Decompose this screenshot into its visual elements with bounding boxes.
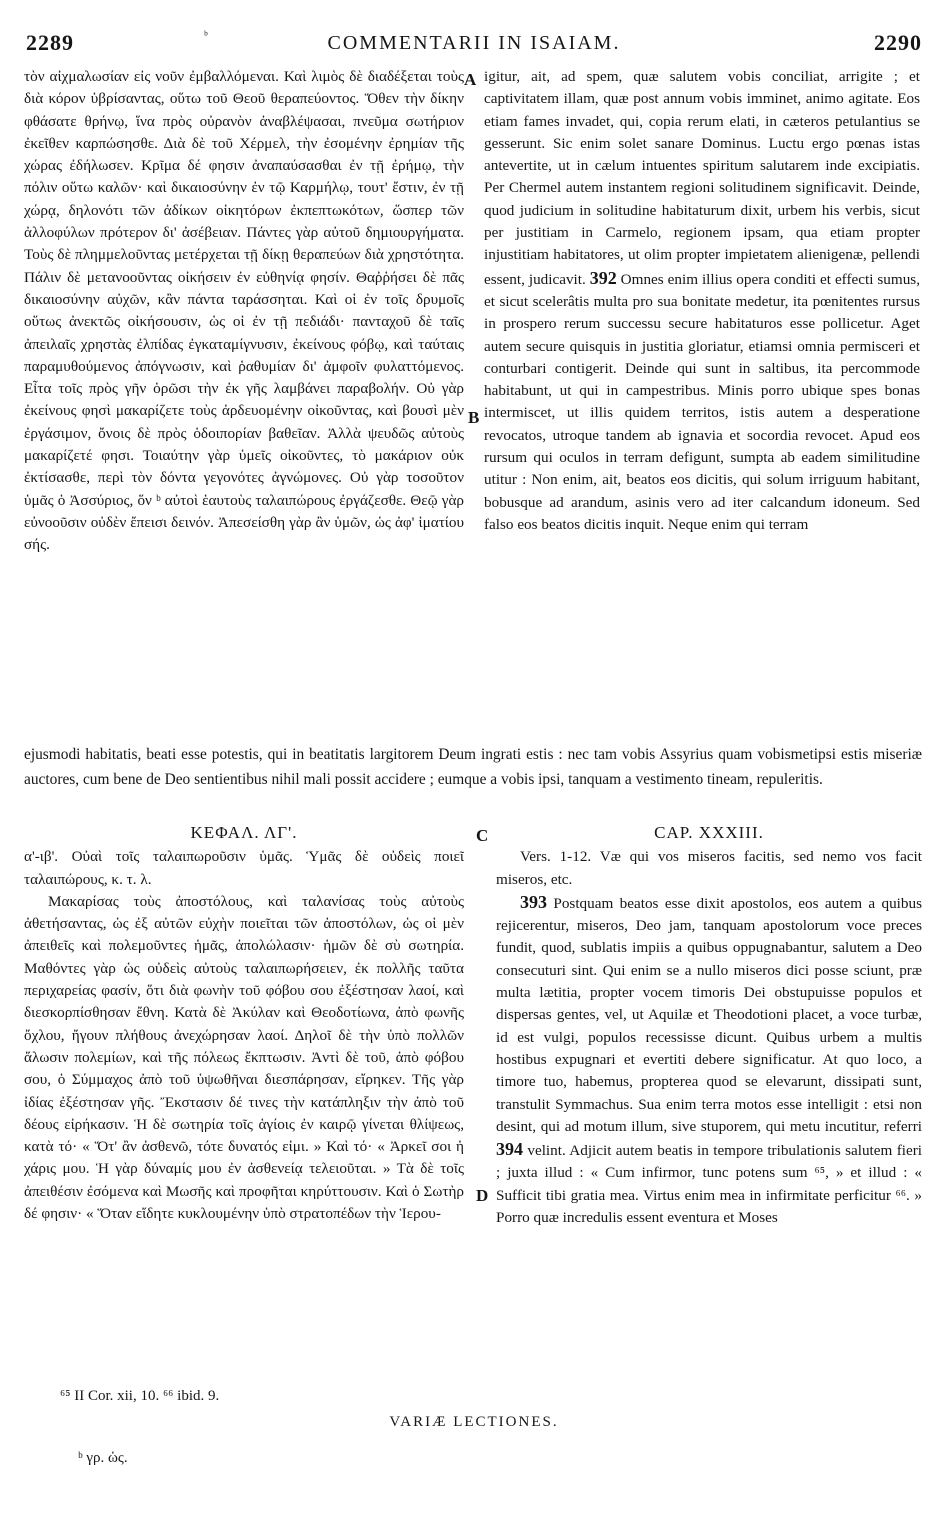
- page-number-right: 2290: [874, 30, 922, 55]
- margin-marker-a: A: [464, 70, 477, 89]
- full-width-text: [24, 742, 922, 820]
- page-number-left: 2289: [26, 30, 74, 55]
- greek-column-bottom: [24, 822, 464, 1382]
- full-width-paragraph: ejusmodi habitatis, beati esse potestis, qui in beatitatis largitorem Deum ingrati estis : nec tam vobis Assyrius quam vobismetipsi estis miseriæ auctores, cum bene de Deo sentientibus nihil mali possit accidere ; eumque a vobis ipsi, tanquam a vestimento tineam, repuleritis.: [24, 746, 922, 788]
- latin-text-continued: Omnes enim illius opera conditi et effecti sumus, et sicut scelerâtis multa pro sua bonitate medetur, ita pœnitentes rursus in prospero rerum successu secure habitaturos esse pollicetur. Aget autem secure quisquis in justitia gloriatur, etiamsi omnia permisceri et conturbari contigerit. Deinde qui sunt in saltibus, ita percommode habitabunt, ut qui in campestribus. Minis porro ubique spes bonas intermiscet, ut illis quidem territos, istis autem a desperatione revocatos, utroque tandem ab ignavia et socordia revocet. Apud eos rursum qui oculos in terram defigunt, sumpta ab eadem similitudine utitur : Non enim, ait, beatos eos dicitis, qui solum irriguum habitant, bobusque ad arandum, asinis vero ad iter calcandum idoneum. Sed falso eos beatos dicitis inquit. Neque enim qui terram: [484, 270, 920, 533]
- chapter-heading-greek: ΚΕΦΑΛ. ΛΓ'.: [190, 823, 298, 842]
- section-number-394: 394: [496, 1139, 523, 1160]
- chapter-heading-latin: CAP. XXXIII.: [654, 823, 764, 842]
- footnotes: ⁶⁵ II Cor. xii, 10. ⁶⁶ ibid. 9.: [60, 1388, 220, 1404]
- margin-marker-d: D: [476, 1186, 489, 1205]
- latin-commentary-continued: velint. Adjicit autem beatis in tempore tribulationis salutem fieri ; juxta illud : « Cum infirmor, tunc potens sum ⁶⁵, » et illud : « Sufficit tibi gratia mea. Virtus enim mea in infirmitate perficitur ⁶⁶. » Porro quæ incredulis essent eventura et Moses: [496, 1142, 922, 1227]
- variae-lectiones-heading: VARIÆ LECTIONES.: [389, 1414, 559, 1430]
- greek-verse-reference: α'-ιβ'. Οὐαὶ τοῖς ταλαιπωροῦσιν ὑμᾶς. Ὑμᾶς δὲ οὐδεὶς ποιεῖ ταλαιπώρους, κ. τ. λ.: [24, 848, 464, 888]
- variant-reading: ᵇ γρ. ὡς.: [78, 1450, 128, 1466]
- section-number-392: 392: [589, 267, 617, 288]
- greek-paragraph: τὸν αἰχμαλωσίαν εἰς νοῦν ἐμβαλλόμεναι. Καὶ λιμὸς δὲ διαδέξεται τοὺς διὰ κόρον ὑβρίσαντας, οὕτω τοῦ Θεοῦ θεραπεύοντος. Ὅθεν τὴν δίκην φθάσατε θρήνῳ, ἵνα πρὸς οὐρανὸν ἀναβλέψασαι, πνεῦμα σωτήριον ἐκεῖθεν καρπώσησθε. Διὰ δὲ τοῦ Χέρμελ, τὴν ἐσομένην ἐρημίαν τῆς χώρας ἐδήλωσεν. Κρῖμα δέ φησιν ἀναπαύσασθαι ἐν τῇ ἐρήμῳ, τὴν πόλιν οὕτω καλῶν· καὶ δικαιοσύνην ἐν τῷ Καρμήλῳ, τουτ' ἔστιν, ἐν τῇ χώρᾳ, δηλονότι τῶν ἀδίκων οἰκητόρων ἐκπεπτωκότων, ὥσπερ τῶν ἀλλοφύλων πρότερον δι' ἀσέβειαν. Πάντες γὰρ αὐτοῦ δημιουργήματα. Τοὺς δὲ πλημμελοῦντας μετέρχεται τῇ δίκῃ θεραπεύων διὰ χρηστότητα. Πάλιν δὲ μετανοοῦντας οἰκήσειν ἐν εὐθηνίᾳ φησίν. Θαῤῥήσει δὲ πᾶς δικαιοσύνην αὐχῶν, κἂν πάντα ταράσσηται. Καὶ οἱ ἐν τοῖς δρυμοῖς οὕτως ἀνεκτῶς οἰκήσουσιν, ὡς οἱ ἐν τῇ πεδιάδι· πανταχοῦ δὲ ταῖς ἀπειλαῖς χρηστὰς ἐλπίδας ἐγκαταμίγνυσιν, ἐκείνους φόβῳ, καὶ ταύταις παραμυθούμενος ἀπόγνωσιν, καὶ ῥαθυμίαν δι' ἀμφοῖν φυλαττόμενος. Εἶτα τοῖς πρὸς γῆν ὁρῶσι τὴν ἐκ γῆς λαμβάνει παραβολήν. Οὐ γὰρ ἐκείνους φησὶ μακαρίζετε τοὺς ἀρδευομένην οἰκοῦντας, καὶ βουσὶ μὲν ἐργάσιμον, ὄνοις δὲ πρὸς ὁδοιπορίαν βαθεῖαν. Ἀλλὰ ψευδῶς αὐτοὺς μακαρίζετέ φησι. Τοιαύτην γὰρ ὑμεῖς οἰκοῦντες, τὸ μακάριον οὐκ ἐκτίσασθε, περὶ τὸν δόντα γεγονότες ἀγνώμονες. Οὐ γὰρ τοσοῦτον ὑμᾶς ὁ Ἀσσύριος, ὅν ᵇ αὐτοὶ ἑαυτοὺς ταλαιπώρους ἐργάζεσθε. Θεῷ γὰρ εὐνοοῦσιν οὐδὲν ἔπεισι δεινόν. Ἀπεσείσθη γὰρ ἂν ὑμῶν, ὡς ἀφ' ἱματίου σής.: [24, 68, 464, 554]
- latin-commentary: [496, 891, 922, 1229]
- latin-column-top: [484, 66, 920, 742]
- greek-commentary: Μακαρίσας τοὺς ἀποστόλους, καὶ ταλανίσας τοὺς αὐτοὺς ἀθετήσαντας, ὡς ἐξ αὐτῶν εὐχὴν ποιεῖται τῶν ἀποστόλων, ὡς οἱ μὲν ἀπειθεῖς καὶ πολεμοῦντες ἡμᾶς, ἀπολώλασιν· ἡμῶν δὲ σὺ σωτηρία. Μαθόντες γὰρ ὡς οὐδεὶς αὐτοὺς ταλαιπωρήσειεν, ἐκ πολλῆς ταῦτα περιχαρείας φασίν, ὅτι διὰ φωνὴν τοῦ φόβου σου ἐξέστησαν λαοί, καὶ διεσκορπίσθησαν ἔθνη. Κατὰ δὲ Ἀκύλαν καὶ Θεοδοτίωνα, ἀπὸ φωνῆς ὄχλου, ἤγουν πλήθους ἀνεχώρησαν λαοί. Δηλοῖ δὲ τὴν ὑπὸ πολλῶν ἅλωσιν πολεμίων, καὶ τῆς πόλεως ἔκπτωσιν. Ἀντὶ δὲ τοῦ, ἀπὸ φόβου σου, ὁ Σύμμαχος ἀπὸ τοῦ ὑψωθῆναι διεσπάρησαν, εἴρηκεν. Τῆς γὰρ ἰδίας ἐξέστησαν γῆς. Ἔκστασιν δέ τινες τὴν κατάπληξιν τὴν ἀπὸ τοῦ δέους εἰρήκασιν. Ἡ δὲ σωτηρία τοῖς ἁγίοις ἐν καιρῷ γίνεται θλίψεως, κατὰ τό· « Ὅτ' ἂν ἀσθενῶ, τότε δυνατός εἰμι. » Καὶ τό· « Ἀρκεῖ σοι ἡ χάρις μου. Ἡ γὰρ δύναμίς μου ἐν ἀσθενείᾳ τελειοῦται. » Τὰ δὲ τοῖς ἀπειθέσιν ἐσόμενα καὶ Μωσῆς καὶ προφῆται κηρύττουσιν. Καὶ ὁ Σωτὴρ δέ φησιν· « Ὅταν εἴδητε κυκλουμένην ὑπὸ στρατοπέδων τὴν Ἱερου-: [24, 892, 464, 1223]
- margin-marker-b: B: [468, 408, 480, 427]
- latin-text: igitur, ait, ad spem, quæ salutem vobis conciliat, arrigite ; et captivitatem illam, quæ post annum vobis imminet, animo agitate. Eos etiam fames invadet, qui, copia rerum elati, in cæteros petulantius se gesserunt. Sic enim solet sanare Dominus. Luctu ergo pœnas istas antevertite, ut in cælum intuentes spiritum salutarem inde excipiatis. Per Chermel autem instantem regioni solitudinem significavit. Deinde, quod judicium in solitudine habitaturum dixit, urbem his verbis, sicut per justitiam in Carmelo, regionem ipsam, qua etiam propter injustitiam habitatores, ut olim propter impietatem alienigenæ, pellendi essent, judicavit.: [484, 68, 920, 288]
- latin-verse-reference: Vers. 1-12. Væ qui vos miseros facitis, sed nemo vos facit miseros, etc.: [496, 848, 922, 888]
- running-header: [26, 30, 922, 64]
- section-number-393: 393: [520, 891, 547, 912]
- running-title: COMMENTARII IN ISAIAM.: [327, 32, 621, 54]
- latin-column-bottom: [496, 822, 922, 1382]
- latin-commentary-text: Postquam beatos esse dixit apostolos, eos autem a quibus rejicerentur, miseros, Deo jam, tanquam apostolorum voce preces fundit, quod, sublatis impiis a quibus oppugnabantur, salutem a Deo consecuturi sint. Qui enim se a nullo miseros dici posse sciunt, præ multa lætitia, propter vocem timoris Dei obstupuisse populos et dispersas gentes, vel, ut Aquilæ et Theodotioni placet, a voce turbæ, id est vulgi, populos recessisse dicunt. Quibus urbem a multis hostibus expugnari et evertiti debere significatur. At quo loco, a timore tuo, habemus, propterea quod se elevarunt, dissipati sunt, transtulit Symmachus. Sua enim terra motos esse intelligit : etsi non desint, qui ad motum illum, sive stuporem, qui metu incutitur, referri: [496, 894, 922, 1135]
- greek-column-top: [24, 66, 464, 742]
- latin-paragraph: [484, 66, 920, 536]
- margin-marker-c: C: [476, 826, 489, 845]
- header-mark: ᵇ: [204, 28, 208, 42]
